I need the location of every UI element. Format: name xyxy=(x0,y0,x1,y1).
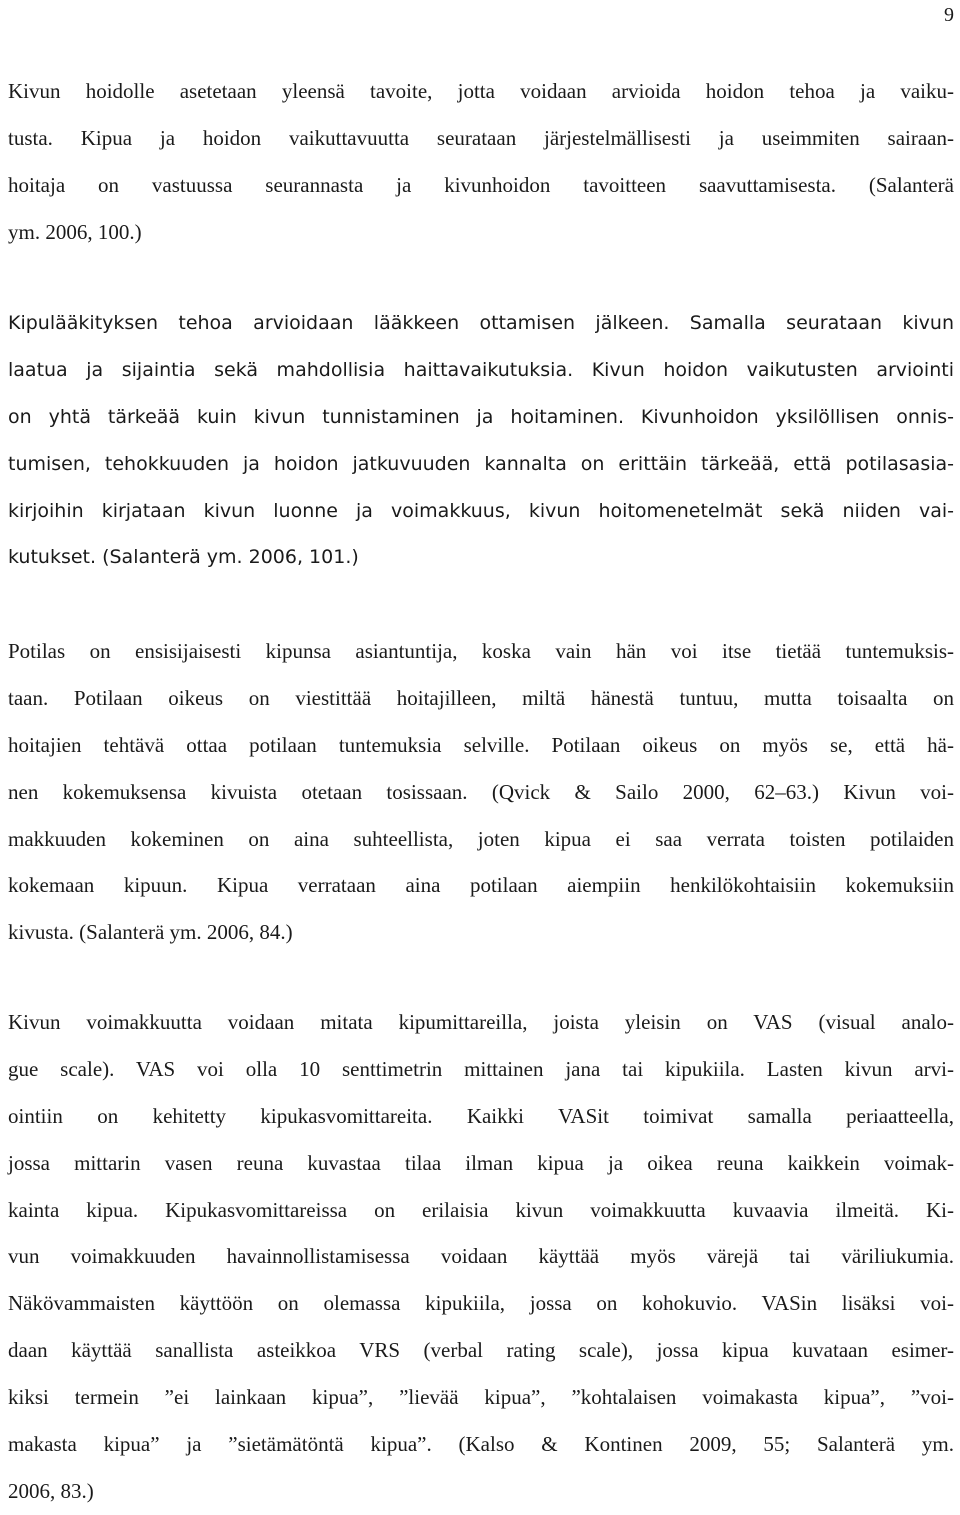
text-line: Näkövammaisten käyttöön on olemassa kipukiila, jossa on kohokuvio. VASin lisäksi voi- xyxy=(8,1291,954,1316)
text-line: hoitaja on vastuussa seurannasta ja kivunhoidon tavoitteen saavuttamisesta. (Salanterä xyxy=(8,172,954,197)
paragraph-patient-expert xyxy=(8,628,954,956)
paragraph-medication-evaluation xyxy=(8,300,954,581)
text-line: vun voimakkuuden havainnollistamisessa voidaan käyttää myös värejä tai väriliukumia. xyxy=(8,1244,954,1269)
text-line: Potilas on ensisijaisesti kipunsa asiantuntija, koska vain hän voi itse tietää tuntemuksis- xyxy=(8,639,954,663)
text-line: taan. Potilaan oikeus on viestittää hoitajilleen, miltä hänestä tuntuu, mutta toisaalta on xyxy=(8,685,954,710)
text-line: Kipulääkityksen tehoa arvioidaan lääkkeen ottamisen jälkeen. Samalla seurataan kivun xyxy=(8,312,954,334)
text-line: makkuuden kokeminen on aina suhteellista, joten kipua ei saa verrata toisten potilaiden xyxy=(8,826,954,851)
text-line: kainta kipua. Kipukasvomittareissa on erilaisia kivun voimakkuutta kuvaavia ilmeitä. Ki- xyxy=(8,1197,954,1222)
text-line: kiksi termein ”ei lainkaan kipua”, ”lievää kipua”, ”kohtalaisen voimakasta kipua”, ”voi- xyxy=(8,1385,954,1410)
text-line: tusta. Kipua ja hoidon vaikuttavuutta seurataan järjestelmällisesti ja useimmiten sairaan- xyxy=(8,125,954,150)
text-line: laatua ja sijaintia sekä mahdollisia haittavaikutuksia. Kivun hoidon vaikutusten arviointi xyxy=(8,358,954,381)
text-line: tumisen, tehokkuuden ja hoidon jatkuvuuden kannalta on erittäin tärkeää, että potilasasia- xyxy=(8,452,954,475)
text-line: ointiin on kehitetty kipukasvomittareita. Kaikki VASit toimivat samalla periaatteella, xyxy=(8,1103,954,1128)
text-line: jossa mittarin vasen reuna kuvastaa tilaa ilman kipua ja oikea reuna kaikkein voimak- xyxy=(8,1150,954,1175)
paragraph-pain-treatment-goal xyxy=(8,68,954,256)
text-line: ym. 2006, 100.) xyxy=(8,219,142,244)
text-line: Kivun hoidolle asetetaan yleensä tavoite, jotta voidaan arvioida hoidon tehoa ja vaiku- xyxy=(8,79,954,103)
text-line: Kivun voimakkuutta voidaan mitata kipumittareilla, joista yleisin on VAS (visual analo- xyxy=(8,1010,954,1034)
text-line: kokemaan kipuun. Kipua verrataan aina potilaan aiempiin henkilökohtaisiin kokemuksiin xyxy=(8,873,954,898)
text-line: nen kokemuksensa kivuista otetaan tosissaan. (Qvick & Sailo 2000, 62–63.) Kivun voi- xyxy=(8,779,954,804)
text-line: 2006, 83.) xyxy=(8,1478,94,1503)
text-line: on yhtä tärkeää kuin kivun tunnistaminen ja hoitaminen. Kivunhoidon yksilöllisen onnis- xyxy=(8,405,954,428)
page-number: 9 xyxy=(944,4,954,26)
text-line: kivusta. (Salanterä ym. 2006, 84.) xyxy=(8,920,293,945)
text-line: daan käyttää sanallista asteikkoa VRS (verbal rating scale), jossa kipua kuvataan esimer- xyxy=(8,1338,954,1363)
text-line: makasta kipua” ja ”sietämätöntä kipua”. (Kalso & Kontinen 2009, 55; Salanterä ym. xyxy=(8,1432,954,1457)
text-line: kirjoihin kirjataan kivun luonne ja voimakkuus, kivun hoitomenetelmät sekä niiden vai- xyxy=(8,499,954,522)
text-line: kutukset. (Salanterä ym. 2006, 101.) xyxy=(8,546,359,569)
text-line: gue scale). VAS voi olla 10 senttimetrin mittainen jana tai kipukiila. Lasten kivun arvi- xyxy=(8,1056,954,1081)
paragraph-pain-scales xyxy=(8,999,954,1515)
text-line: hoitajien tehtävä ottaa potilaan tuntemuksia selville. Potilaan oikeus on myös se, että hä- xyxy=(8,732,954,757)
